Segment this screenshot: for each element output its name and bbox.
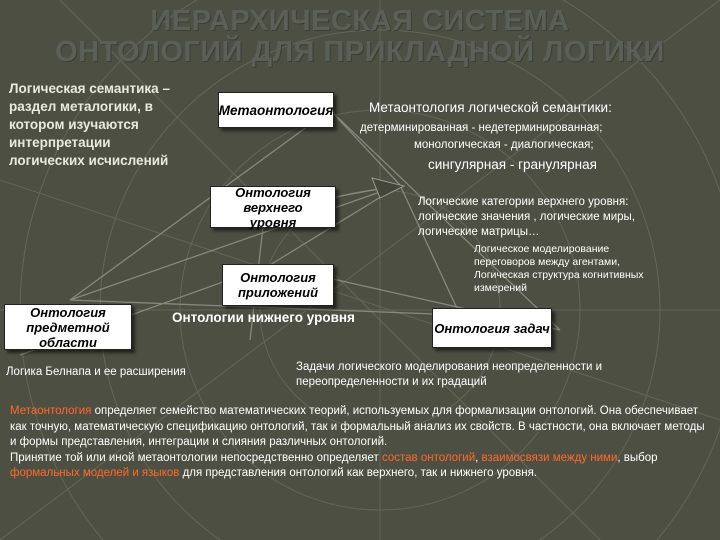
highlight-term: формальных моделей и языков: [10, 467, 180, 480]
modeling-line: измерений: [474, 282, 527, 294]
meta-semantics-line: детерминированная - недетерминированная;: [360, 122, 603, 134]
definition-line: логических исчислений: [9, 153, 169, 168]
definition-line: интерпретации: [9, 135, 111, 150]
subject-domain-line: предметной области: [26, 319, 110, 350]
highlight-term: Метаонтология: [10, 405, 92, 417]
tasks-description-line: переопределенности и их градаций: [296, 376, 487, 388]
metaontology-paragraph: [10, 404, 712, 482]
definition-line: раздел металогики, в: [9, 99, 153, 114]
modeling-line: переговоров между агентами,: [474, 256, 620, 268]
paragraph-text: определяет семейство математических теорий, используемых для формализации онтологий. Она обеспечивает как точную, математическую спецификацию онтологий, так и формальный анализ их свойств. В частности, она включает методы и формы представления, интеграции и слияния различных онтологий.: [10, 405, 705, 449]
upper-categories-line: Логические категории верхнего уровня:: [418, 196, 629, 208]
modeling-line: Логическая структура когнитивных: [474, 269, 644, 281]
title-line-2: ОНТОЛОГИЙ ДЛЯ ПРИКЛАДНОЙ ЛОГИКИ: [55, 36, 665, 68]
highlight-term: состав онтологий: [381, 451, 476, 464]
metaontology-box: [218, 92, 334, 128]
logical-modeling: [474, 243, 644, 295]
upper-ontology-box: [210, 186, 336, 228]
applications-ontology-line: Онтология: [240, 270, 316, 285]
meta-semantics-line: сингулярная - гранулярная: [428, 157, 597, 172]
upper-categories-line: логические матрицы…: [418, 226, 540, 238]
paragraph-text: для представления онтологий как верхнего, так и нижнего уровня.: [179, 467, 538, 480]
tasks-description-line: Задачи логического моделирования неопределенности и: [296, 361, 603, 373]
meta-semantics-line: монологическая - диалогическая;: [414, 139, 594, 151]
upper-categories: [418, 195, 635, 240]
tasks-ontology-label: Онтология задач: [434, 320, 550, 336]
applications-ontology-box: [222, 264, 334, 306]
paragraph-text: , выбор: [617, 451, 658, 464]
belnap-label: Логика Белнапа и ее расширения: [6, 366, 186, 378]
upper-ontology-line: Онтология верхнего: [235, 184, 311, 215]
metaontology-box-label: Метаонтология: [218, 102, 334, 118]
paragraph-text: Принятие той или иной метаонтологии непосредственно определяет: [10, 451, 382, 464]
subject-domain-line: Онтология: [30, 304, 106, 320]
arrow-head: [372, 178, 404, 198]
title-line-1: ИЕРАРХИЧЕСКАЯ СИСТЕМА: [150, 5, 570, 37]
upper-ontology-line: уровня: [249, 214, 297, 230]
tasks-description: [296, 360, 602, 390]
modeling-line: Логическое моделирование: [474, 243, 610, 255]
subject-domain-ontology-box: [4, 304, 132, 350]
definition-line: Логическая семантика –: [9, 81, 170, 96]
paragraph-text: ,: [475, 451, 482, 464]
meta-semantics-heading: Метаонтология логической семантики:: [369, 100, 612, 115]
highlight-term: взаимосвязи между ними: [481, 451, 618, 464]
lower-level-label: Онтологии нижнего уровня: [172, 310, 355, 325]
applications-ontology-line: приложений: [237, 285, 319, 300]
page-title: [0, 6, 720, 68]
definition-line: котором изучаются: [9, 117, 139, 132]
upper-categories-line: логические значения , логические миры,: [418, 211, 636, 223]
tasks-ontology-box: [432, 308, 552, 348]
logical-semantics-definition: [9, 80, 170, 170]
